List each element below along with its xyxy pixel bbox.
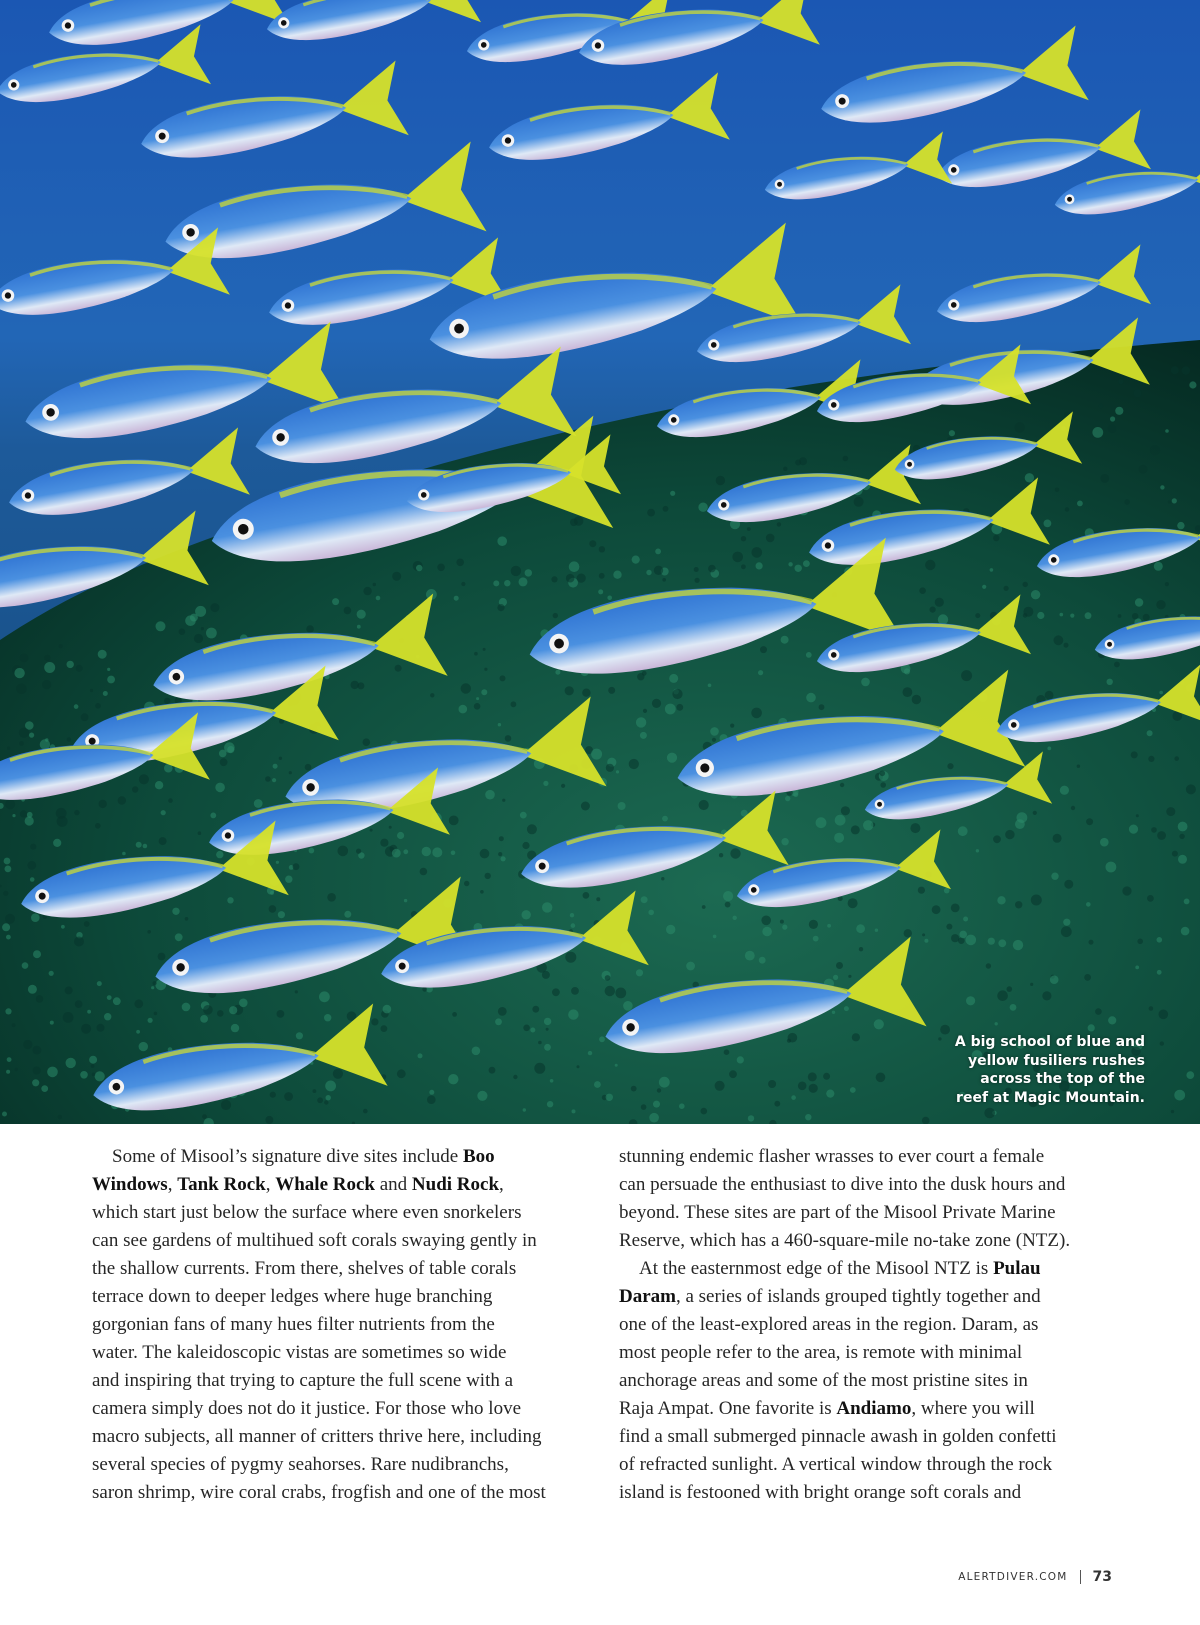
text-line [92,1283,592,1311]
text-run: the shallow currents. From there, shelves of table corals [92,1258,517,1279]
dive-site-name: Pulau [993,1258,1041,1279]
caption-line: yellow fusiliers rushes [967,1052,1145,1069]
text-line [92,1311,592,1339]
dive-site-name: Boo [462,1146,495,1167]
caption-line: across the top of the [980,1071,1145,1087]
text-line [619,1311,1119,1339]
text-run: saron shrimp, wire coral crabs, frogfish and one of the most [92,1482,546,1503]
text-run: macro subjects, all manner of critters thrive here, including [92,1426,542,1447]
text-run: , a series of islands grouped tightly together and [675,1286,1041,1307]
text-run: one of the least-explored areas in the region. Daram, as [619,1314,1039,1335]
text-run: most people refer to the area, is remote with minimal [619,1342,1023,1363]
text-run: which start just below the surface where even snorkelers [92,1202,522,1223]
text-line [92,1367,592,1395]
text-run: , [167,1174,178,1195]
text-line [92,1479,592,1507]
text-run: of refracted sunlight. A vertical window through the rock [619,1454,1053,1475]
text-line [92,1143,592,1171]
text-run: island is festooned with bright orange soft corals and [619,1482,1022,1503]
page-footer [958,1569,1112,1585]
article-column-left [92,1143,592,1507]
text-line [619,1395,1119,1423]
text-run: can see gardens of multihued soft corals swaying gently in [92,1230,537,1251]
text-run: and inspiring that trying to capture the full scene with a [92,1370,514,1391]
text-line [619,1367,1119,1395]
text-run: find a small submerged pinnacle awash in golden confetti [619,1426,1057,1447]
text-line [619,1255,1119,1283]
text-run: and [374,1174,412,1195]
text-run: several species of pygmy seahorses. Rare nudibranchs, [92,1454,509,1475]
footer-divider [1080,1570,1081,1584]
text-run: Reserve, which has a 460-square-mile no-take zone (NTZ). [619,1230,1071,1251]
dive-site-name: Windows [92,1174,168,1195]
text-line [619,1451,1119,1479]
text-line [619,1143,1119,1171]
dive-site-name: Andiamo [836,1398,912,1419]
dive-site-name: Tank Rock [177,1174,266,1195]
text-line [619,1283,1119,1311]
text-run: gorgonian fans of many hues filter nutrients from the [92,1314,495,1335]
text-line [92,1423,592,1451]
text-run: terrace down to deeper ledges where huge branching [92,1286,493,1307]
dive-site-name: Nudi Rock [411,1174,500,1195]
website-label: ALERTDIVER.COM [958,1571,1068,1583]
text-run: water. The kaleidoscopic vistas are sometimes so wide [92,1342,507,1363]
text-run: can persuade the enthusiast to dive into the dusk hours and [619,1174,1066,1195]
text-line [92,1339,592,1367]
text-line [92,1199,592,1227]
text-line [619,1423,1119,1451]
caption-line: A big school of blue and [954,1034,1145,1050]
text-line [92,1395,592,1423]
text-run: stunning endemic flasher wrasses to ever court a female [619,1146,1045,1167]
text-run: Raja Ampat. One favorite is [619,1398,837,1419]
text-line [92,1451,592,1479]
photo-caption [905,1033,1145,1107]
article-column-right [619,1143,1119,1507]
text-line [619,1227,1119,1255]
text-run: anchorage areas and some of the most pristine sites in [619,1370,1028,1391]
text-line [619,1199,1119,1227]
text-run: , where you will [911,1398,1035,1419]
page-number: 73 [1092,1569,1112,1585]
text-run: , [265,1174,276,1195]
caption-line: reef at Magic Mountain. [956,1089,1145,1106]
text-run: Some of Misool’s signature dive sites include [112,1146,463,1167]
dive-site-name: Daram [619,1286,676,1307]
text-run: camera simply does not do it justice. For those who love [92,1398,522,1419]
text-run: , [499,1174,504,1195]
text-line [619,1479,1119,1507]
text-line [92,1171,592,1199]
dive-site-name: Whale Rock [275,1174,375,1195]
text-line [619,1171,1119,1199]
text-line [92,1227,592,1255]
text-run: beyond. These sites are part of the Misool Private Marine [619,1202,1056,1223]
text-line [92,1255,592,1283]
text-line [619,1339,1119,1367]
text-run: At the easternmost edge of the Misool NTZ is [639,1258,994,1279]
